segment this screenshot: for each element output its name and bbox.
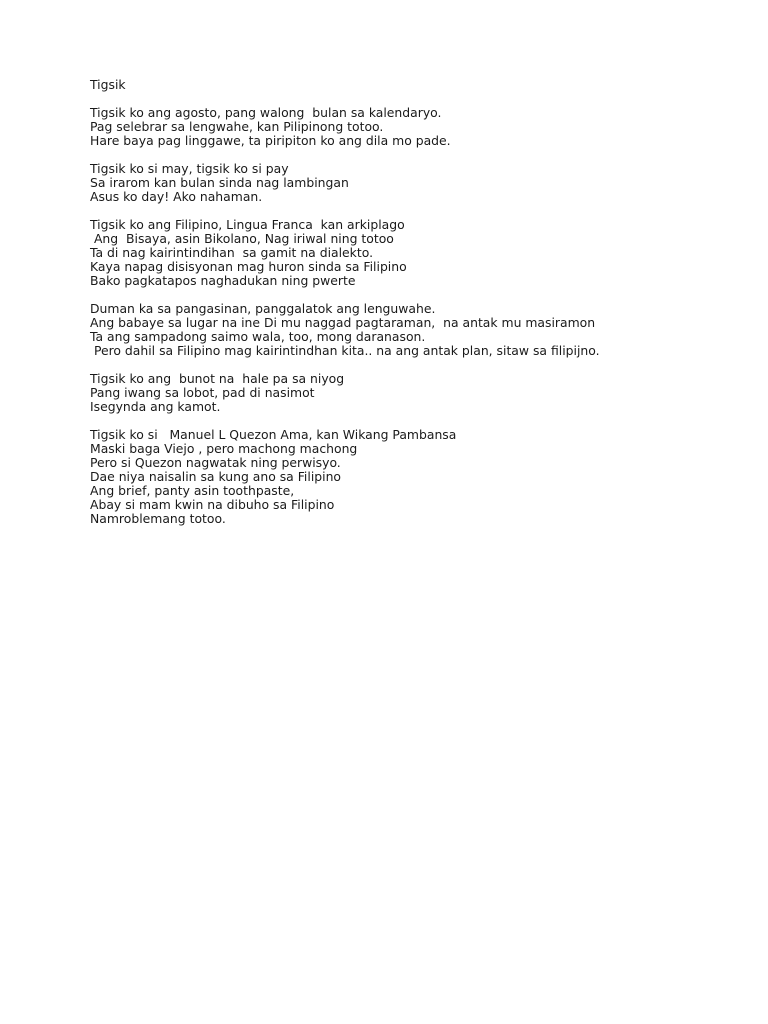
stanza-1 bbox=[90, 106, 730, 148]
stanza-line: Tigsik ko si may, tigsik ko si pay bbox=[90, 161, 289, 176]
stanza-line: Abay si mam kwin na dibuho sa Filipino bbox=[90, 497, 335, 512]
stanza-line: Ang Bisaya, asin Bikolano, Nag iriwal ning totoo bbox=[90, 231, 394, 246]
stanza-line: Sa irarom kan bulan sinda nag lambingan bbox=[90, 175, 349, 190]
stanza-line: Ta ang sampadong saimo wala, too, mong daranason. bbox=[90, 329, 426, 344]
stanza-line: Ta di nag kairintindihan sa gamit na dialekto. bbox=[90, 245, 374, 260]
stanza-line: Ang babaye sa lugar na ine Di mu naggad pagtaraman, na antak mu masiramon bbox=[90, 315, 596, 330]
stanza-line: Pang iwang sa lobot, pad di nasimot bbox=[90, 385, 315, 400]
stanza-line: Isegynda ang kamot. bbox=[90, 399, 221, 414]
stanza-line: Pag selebrar sa lengwahe, kan Pilipinong totoo. bbox=[90, 119, 384, 134]
stanza-4 bbox=[90, 302, 730, 358]
stanza-line: Ang brief, panty asin toothpaste, bbox=[90, 483, 295, 498]
stanza-line: Tigsik ko si Manuel L Quezon Ama, kan Wikang Pambansa bbox=[90, 427, 457, 442]
stanza-line: Dae niya naisalin sa kung ano sa Filipino bbox=[90, 469, 342, 484]
document-title: Tigsik bbox=[90, 77, 126, 92]
stanza-line: Pero si Quezon nagwatak ning perwisyo. bbox=[90, 455, 341, 470]
stanza-line: Bako pagkatapos naghadukan ning pwerte bbox=[90, 273, 356, 288]
stanza-line: Duman ka sa pangasinan, panggalatok ang lenguwahe. bbox=[90, 301, 436, 316]
stanza-line: Hare baya pag linggawe, ta piripiton ko ang dila mo pade. bbox=[90, 133, 451, 148]
stanza-line: Kaya napag disisyonan mag huron sinda sa Filipino bbox=[90, 259, 407, 274]
stanza-line: Tigsik ko ang bunot na hale pa sa niyog bbox=[90, 371, 345, 386]
stanza-3 bbox=[90, 218, 730, 288]
stanza-line: Namroblemang totoo. bbox=[90, 511, 226, 526]
stanza-2 bbox=[90, 162, 730, 204]
stanza-5 bbox=[90, 372, 730, 414]
stanza-line: Pero dahil sa Filipino mag kairintindhan kita.. na ang antak plan, sitaw sa filipijno. bbox=[90, 343, 600, 358]
stanza-line: Asus ko day! Ako nahaman. bbox=[90, 189, 263, 204]
document-page bbox=[90, 78, 730, 540]
stanza-6 bbox=[90, 428, 730, 526]
stanza-line: Maski baga Viejo , pero machong machong bbox=[90, 441, 358, 456]
stanza-line: Tigsik ko ang Filipino, Lingua Franca kan arkiplago bbox=[90, 217, 405, 232]
stanza-line: Tigsik ko ang agosto, pang walong bulan sa kalendaryo. bbox=[90, 105, 442, 120]
